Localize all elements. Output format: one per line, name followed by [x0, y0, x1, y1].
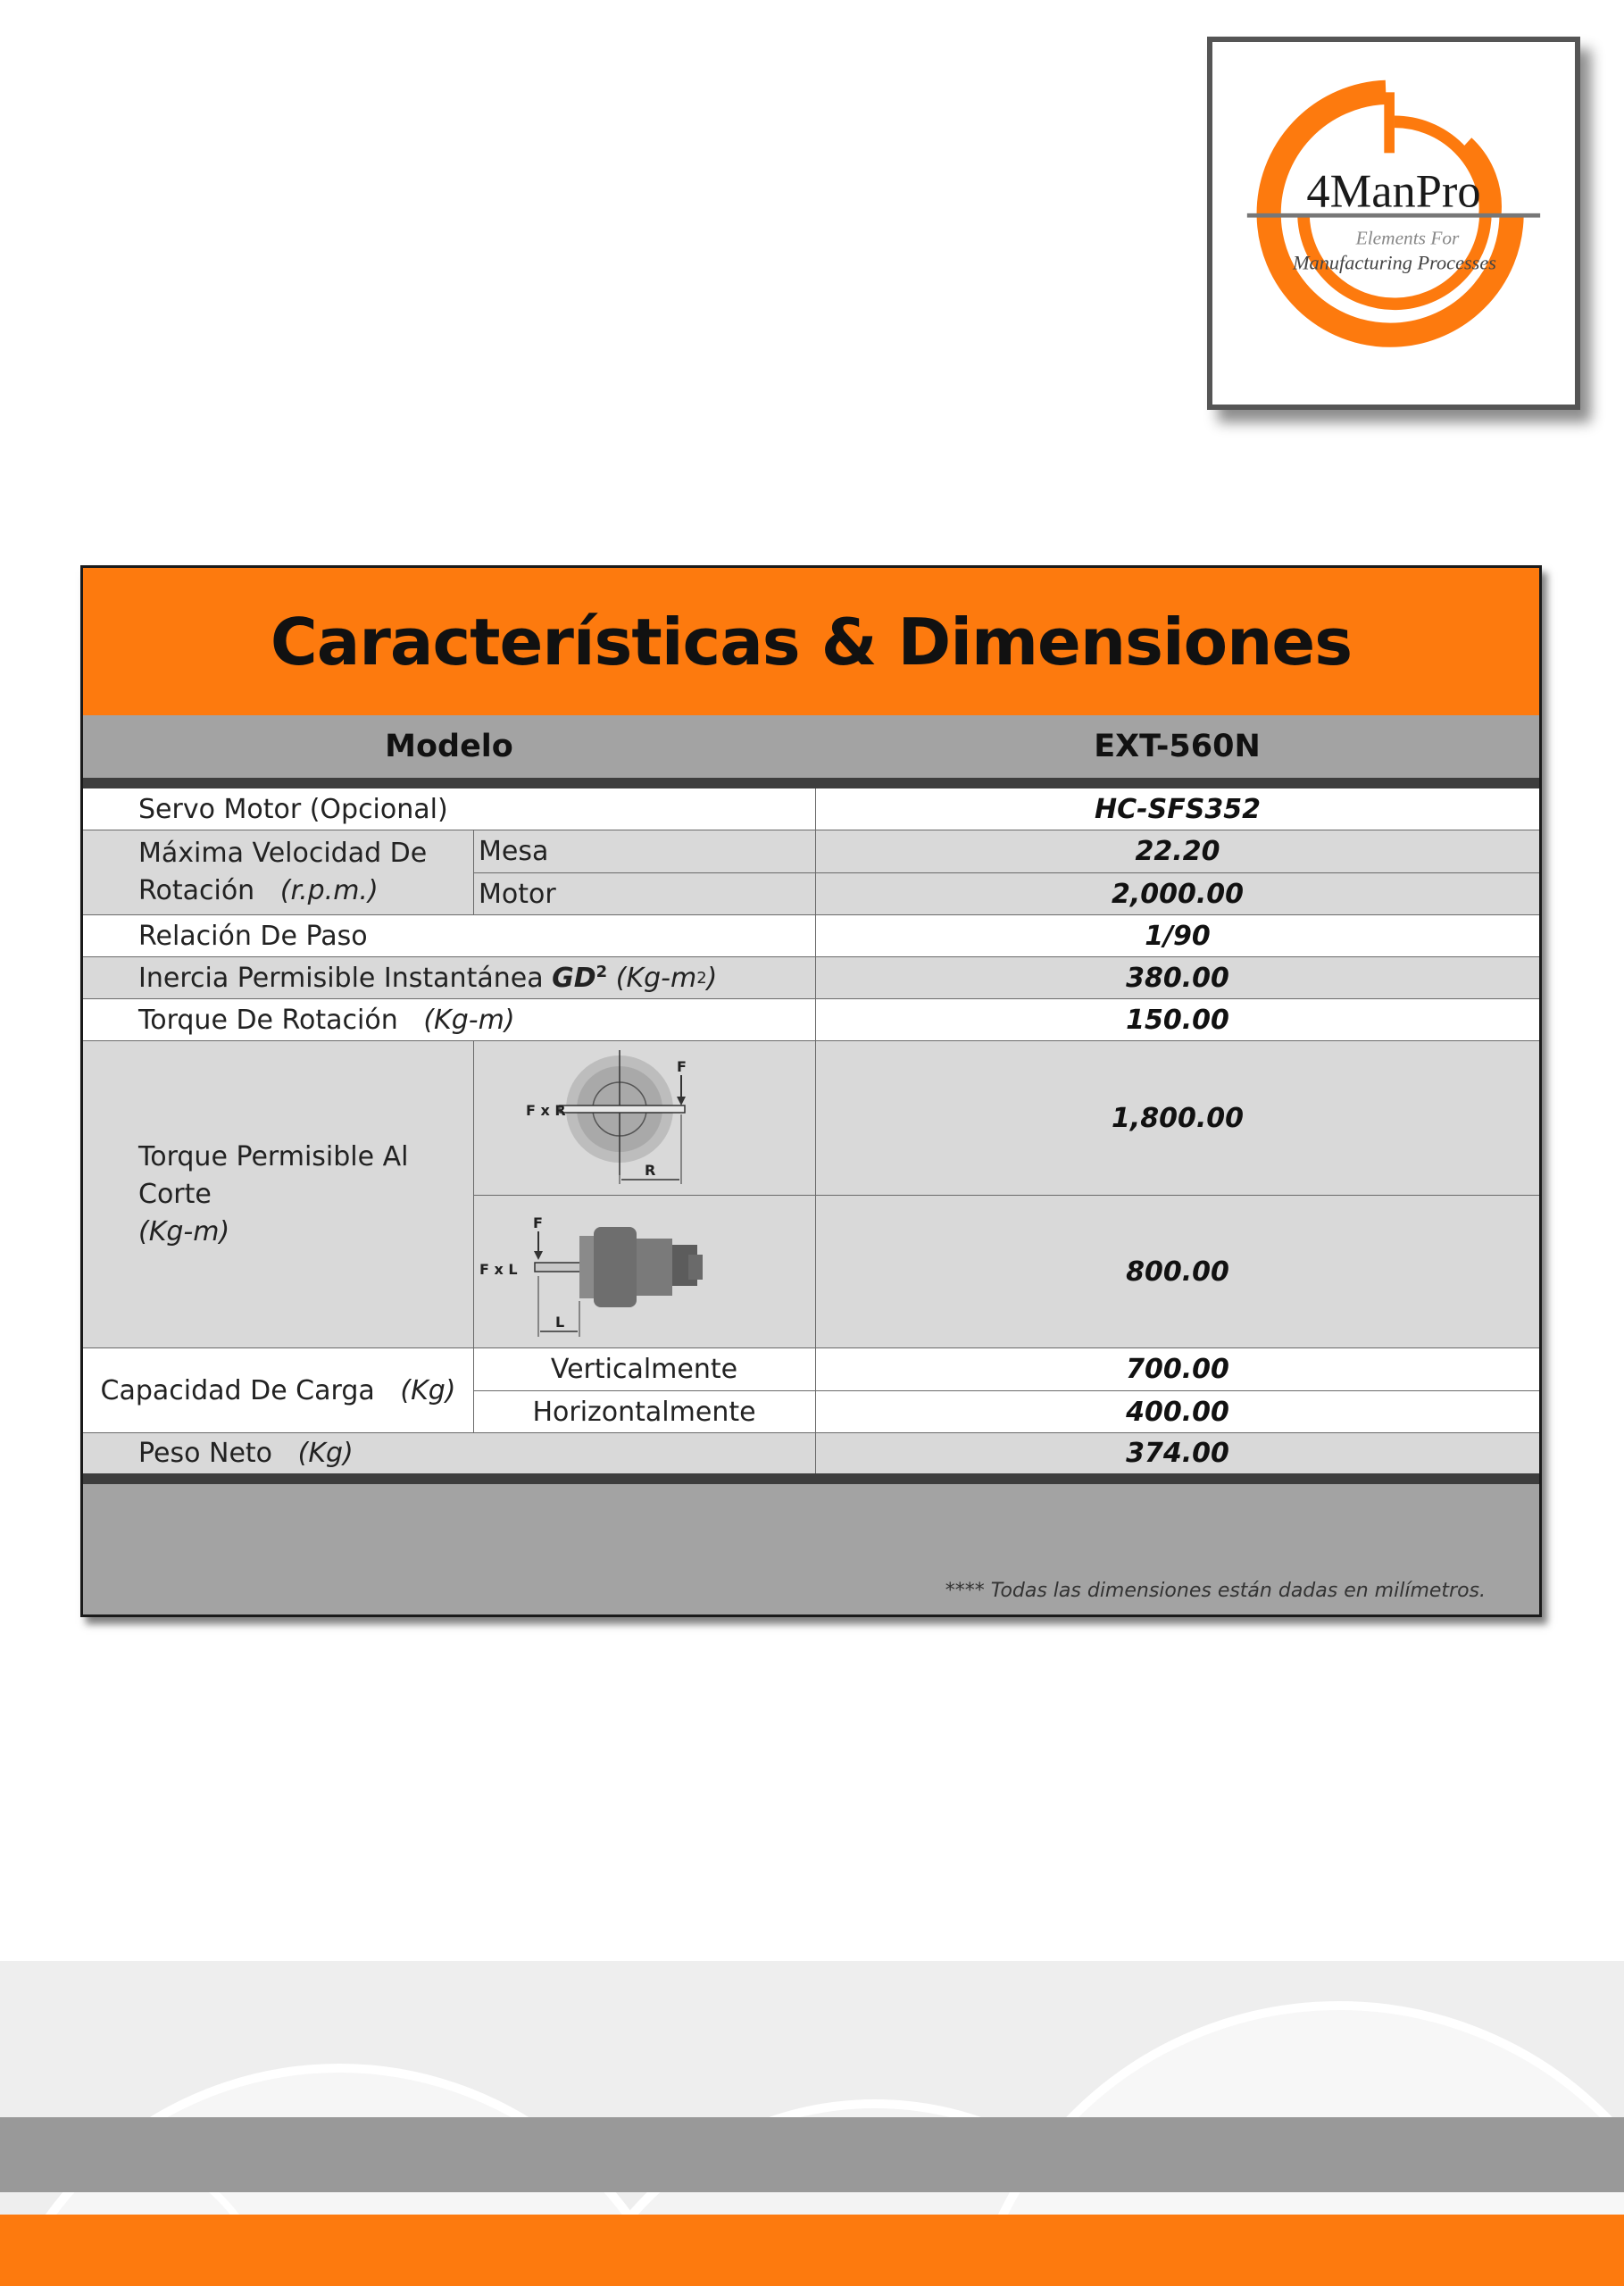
- load-unit: (Kg): [400, 1374, 456, 1406]
- speed-motor-label: Motor: [479, 879, 556, 910]
- spec-title: Características & Dimensiones: [83, 568, 1539, 715]
- speed-mesa-value: 22.20: [815, 830, 1539, 872]
- servo-label: Servo Motor (Opcional): [138, 793, 448, 825]
- fr-value: 1,800.00: [815, 1041, 1539, 1195]
- cut-torque-row: [83, 1041, 1539, 1348]
- torque-row: [83, 999, 1539, 1041]
- load-vertical-value: 700.00: [815, 1348, 1539, 1390]
- weight-row: [83, 1433, 1539, 1473]
- servo-value: HC-SFS352: [815, 788, 1539, 830]
- torque-value: 150.00: [815, 999, 1539, 1040]
- cut-torque-label: [138, 1041, 469, 1347]
- ratio-row: [83, 915, 1539, 957]
- inertia-unit-exponent: 2: [696, 968, 707, 988]
- speed-mesa-label: Mesa: [479, 836, 549, 867]
- model-label: Modelo: [385, 729, 513, 764]
- ratio-label: Relación De Paso: [138, 920, 368, 952]
- speed-unit: (r.p.m.): [279, 875, 379, 906]
- speed-label-line-2: [138, 872, 379, 910]
- speed-label-line-1: Máxima Velocidad De: [138, 838, 428, 869]
- load-vertical-label: Verticalmente: [550, 1354, 738, 1385]
- fl-label: F x L: [479, 1261, 518, 1278]
- weight-label: [138, 1433, 808, 1473]
- dimensions-note: **** Todas las dimensiones están dadas en milímetros.: [945, 1580, 1486, 1602]
- cut-torque-label-line-2: Corte: [138, 1178, 212, 1210]
- logo-graphic: [1212, 42, 1575, 405]
- cut-torque-unit: (Kg-m): [138, 1215, 230, 1247]
- weight-label-text: Peso Neto: [138, 1438, 273, 1469]
- speed-label: [138, 830, 469, 914]
- ratio-value: 1/90: [815, 915, 1539, 956]
- inertia-row: [83, 957, 1539, 999]
- load-horizontal-value: 400.00: [815, 1391, 1539, 1433]
- torque-unit: (Kg-m): [423, 1004, 515, 1036]
- speed-row: [83, 830, 1539, 915]
- speed-label-word: Rotación: [138, 875, 255, 906]
- cut-torque-label-line-1: Torque Permisible Al: [138, 1140, 409, 1172]
- servo-row: [83, 788, 1539, 830]
- spec-table: [80, 565, 1542, 1617]
- footer-orange-band: [0, 2215, 1624, 2286]
- inertia-label: [138, 957, 808, 998]
- inertia-value: 380.00: [815, 957, 1539, 998]
- model-header-row: [83, 715, 1539, 788]
- logo-tagline-2: Manufacturing Processes: [1292, 251, 1496, 274]
- model-value: EXT-560N: [1094, 729, 1261, 764]
- inertia-label-text: Inercia Permisible Instantánea: [138, 962, 544, 994]
- torque-label-text: Torque De Rotación: [138, 1004, 398, 1036]
- weight-unit: (Kg): [297, 1438, 354, 1469]
- fl-f-label: F: [533, 1214, 543, 1231]
- weight-value: 374.00: [815, 1433, 1539, 1473]
- load-horizontal-label: Horizontalmente: [532, 1397, 756, 1428]
- axial-load-diagram: [474, 1196, 814, 1348]
- speed-motor-value: 2,000.00: [815, 873, 1539, 915]
- fr-label: F x R: [526, 1102, 566, 1119]
- footer-gray-band: [0, 2117, 1624, 2192]
- inertia-symbol: GD: [552, 962, 596, 994]
- load-label-text: Capacidad De Carga: [100, 1374, 375, 1406]
- logo-brand-text: 4ManPro: [1306, 165, 1481, 218]
- company-logo: [1207, 37, 1580, 410]
- torque-label: [138, 999, 808, 1040]
- fr-r-label: R: [645, 1162, 656, 1179]
- load-label: [83, 1348, 473, 1432]
- logo-tagline-1: Elements For: [1355, 227, 1460, 249]
- inertia-unit-close: ): [706, 962, 718, 994]
- load-row: [83, 1348, 1539, 1433]
- spec-footer: [83, 1473, 1539, 1614]
- radial-load-diagram: [474, 1041, 814, 1194]
- inertia-unit-open: (Kg-m: [615, 962, 697, 994]
- fl-value: 800.00: [815, 1196, 1539, 1348]
- fr-f-label: F: [677, 1058, 687, 1075]
- inertia-exponent: 2: [595, 962, 608, 981]
- fl-l-label: L: [555, 1314, 565, 1331]
